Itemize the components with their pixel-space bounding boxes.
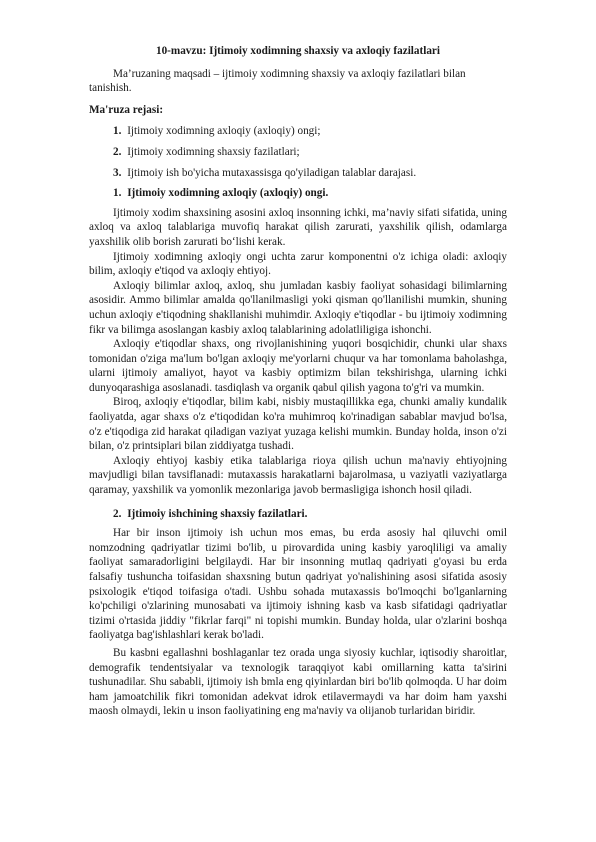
plan-item-text: Ijtimoiy ish bo'yicha mutaxassisga qo'yiladigan talablar darajasi. xyxy=(127,166,417,179)
lecture-purpose: Ma’ruzaning maqsadi – ijtimoiy xodimning shaxsiy va axloqiy fazilatlari bilan tanishish. xyxy=(89,67,466,95)
plan-item-number: 2. xyxy=(113,145,122,158)
plan-item xyxy=(89,145,507,160)
body-paragraph: Ijtimoiy xodim shaxsining asosini axloq insonning ichki, ma’naviy sifati sifatida, uning axloq va axloq talablariga muvofiq harakat qilish zarurati, yaxshilik qilish, odamlarga yaxshilik olib borish zarurati bo‘lishi kerak. xyxy=(89,206,507,248)
plan-item-number: 3. xyxy=(113,166,122,179)
section-number: 1. xyxy=(113,187,122,200)
body-paragraph: Axloqiy ehtiyoj kasbiy etika talablariga rioya qilish uchun ma'naviy ehtiyojning mavjudligi bilan tavsiflanadi: mutaxassis harakatlarni bajarolmasa, u vaziyatli vaziyatlarga qaramay, yaxshilik va yomonlik mezonlariga javob bermasligiga ishonch hosil qiladi. xyxy=(89,454,507,497)
section-heading xyxy=(89,507,507,522)
plan-item xyxy=(89,166,507,181)
section-number: 2. xyxy=(113,507,122,520)
plan-item xyxy=(89,124,507,139)
section-title: Ijtimoiy xodimning axloqiy (axloqiy) ongi. xyxy=(127,187,329,200)
plan-item-text: Ijtimoiy xodimning shaxsiy fazilatlari; xyxy=(127,145,300,158)
body-paragraph: Ijtimoiy xodimning axloqiy ongi uchta zarur komponentni o'z ichiga oladi: axloqiy bilim, axloqiy e'tiqod va axloqiy ehtiyoj. xyxy=(89,250,507,278)
body-paragraph: Biroq, axloqiy e'tiqodlar, bilim kabi, nisbiy mustaqillikka ega, chunki amaliy kundalik faoliyatda, agar shaxs o'z e'tiqodidan ko'ra muhimroq ko'rinadigan sabablar mavjud bo'lsa, o'z e'tiqodiga zid harakat qiladigan vaziyat yuzaga kelishi mumkin. Bunday holda, inson o'zi bilan, o'z printsiplari bilan ziddiyatga tushadi. xyxy=(89,396,507,453)
section-spacer xyxy=(89,498,507,507)
body-paragraph: Axloqiy e'tiqodlar shaxs, ong rivojlanishining yuqori bosqichidir, chunki ular shaxs tomonidan o'ziga ma'lum bo'lgan axloqiy me'yorlarni chuqur va har tomonlama baholashga, ularni ijtimoiy amaliyot, hayot va kasbiy optimizm bilan tekshirishga, ularning ichki dunyoqarashiga asoslanadi. tasdiqlash va organik qabul qilish yagona to'g'ri va mumkin. xyxy=(89,338,507,394)
page-title: 10-mavzu: Ijtimoiy xodimning shaxsiy va axloqiy fazilatlari xyxy=(155,45,441,57)
body-paragraph: Bu kasbni egallashni boshlaganlar tez orada unga siyosiy kuchlar, iqtisodiy sharoitlar, demografik tendentsiyalar va texnologik taraqqiyot kabi omillarning katta ta'sirini tushunadilar. Shu sababli, ijtimoiy ish bmla eng qiyinlardan biri bo'lib qolmoqda. U har doim ham jamoatchilik fikri tomonidan adekvat idrok etilavermaydi va har doim ham yaxshi maosh olmaydi, lekin u inson faoliyatining eng ma'naviy va olijanob turlaridan biridir. xyxy=(89,646,507,718)
body-paragraph: Axloqiy bilimlar axloq, axloq, shu jumladan kasbiy faoliyat sohasidagi bilimlarning asosidir. Ammo bilimlar amalda qo'llanilmasligi yoki qisman qo'llanilishi mumkin, shuning uchun axloqiy e'tiqodning shakllanishi muhimdir. Axloqiy e'tiqodlar - bu ijtimoiy xodimning fikr va bilimga asoslangan kasbiy axloq talablarining adolatliligiga ishonchi. xyxy=(89,279,507,336)
body-paragraph: Har bir inson ijtimoiy ish uchun mos emas, bu erda asosiy hal qiluvchi omil nomzodning qadriyatlar tizimi bo'lib, u pirovardida uning kasbiy yaroqliligi va amaliy faoliyat samaradorligini belgilaydi. Har bir insonning mutlaq qadriyati g'oyasi bu erda falsafiy tushuncha toifasidan shaxsning butun qadriyat yo'nalishining asosi sifatida asosiy psixologik e'tiqod toifasiga o'tadi. Ushbu sohada mutaxassis bo'lmoqchi bo'lganlarning ko'pchiligi o'zlarining munosabati va ijtimoiy ishning kasb va kasb sifatidagi qadriyatlar tizimi o'rtasida jiddiy "fikrlar farqi" ni topishi mumkin. Bunday holda, ular o'zlarini boshqa faoliyatga bag'ishlashlari kerak bo'ladi. xyxy=(89,527,507,642)
plan-item-text: Ijtimoiy xodimning axloqiy (axloqiy) ongi; xyxy=(127,125,321,138)
section-heading xyxy=(89,186,507,201)
plan-heading: Ma'ruza rejasi: xyxy=(89,103,164,116)
plan-item-number: 1. xyxy=(113,125,122,138)
section-title: Ijtimoiy ishchining shaxsiy fazilatlari. xyxy=(127,507,308,520)
